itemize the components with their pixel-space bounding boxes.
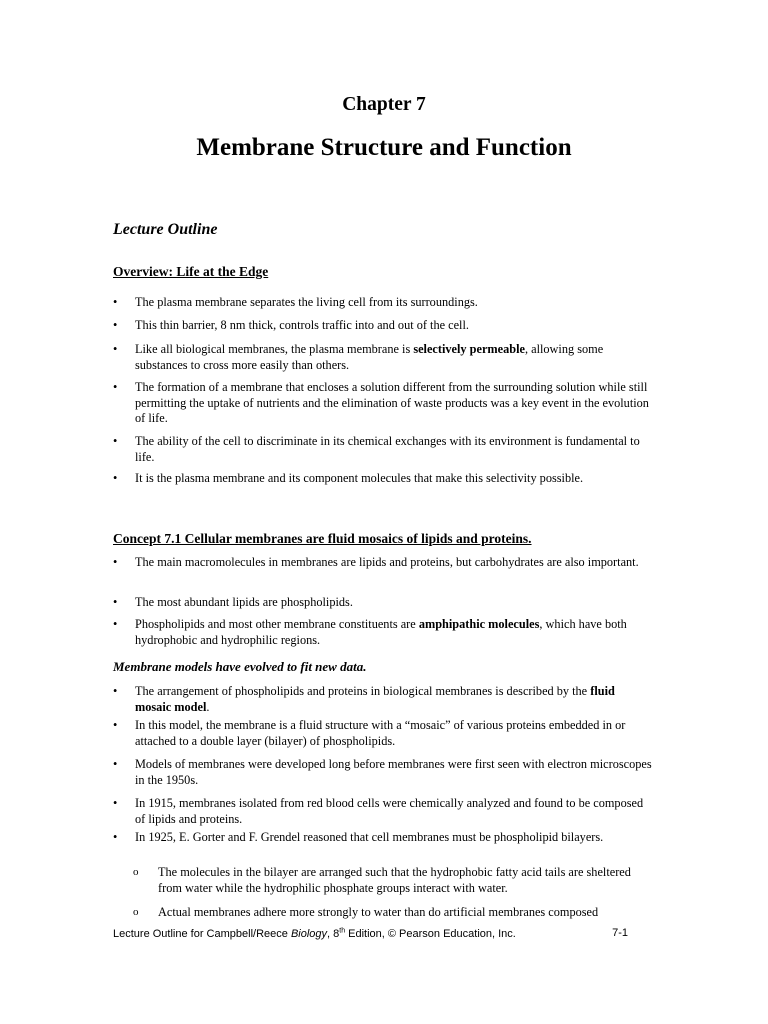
circle-bullet-icon: o: [133, 906, 139, 918]
list-item: • The formation of a membrane that encloses a solution different from the surrounding solution while still permitting the uptake of nutrients and the elimination of waste products was a key event in the evolution of life.: [113, 380, 649, 425]
bullet-icon: •: [113, 830, 118, 844]
key-term: fluid mosaic model: [135, 684, 615, 714]
list-item: • This thin barrier, 8 nm thick, controls traffic into and out of the cell.: [113, 318, 469, 332]
bullet-icon: •: [113, 617, 118, 631]
models-subheading: Membrane models have evolved to fit new data.: [113, 659, 367, 674]
bullet-icon: •: [113, 595, 118, 609]
footer-text: Lecture Outline for Campbell/Reece Biology, 8th Edition, © Pearson Education, Inc.: [113, 927, 516, 940]
circle-bullet-icon: o: [133, 866, 139, 878]
bullet-icon: •: [113, 555, 118, 569]
bullet-icon: •: [113, 471, 118, 485]
bullet-icon: •: [113, 434, 118, 448]
bullet-icon: •: [113, 295, 118, 309]
lecture-outline-label: Lecture Outline: [113, 221, 218, 238]
list-item: • It is the plasma membrane and its component molecules that make this selectivity possible.: [113, 471, 584, 485]
list-item: • In 1925, E. Gorter and F. Grendel reasoned that cell membranes must be phospholipid bilayers.: [113, 830, 604, 844]
key-term: selectively permeable: [413, 342, 525, 356]
bullet-icon: •: [113, 318, 118, 332]
list-item: • In 1915, membranes isolated from red blood cells were chemically analyzed and found to be composed of lipids and proteins.: [113, 796, 644, 826]
bullet-icon: •: [113, 380, 118, 394]
list-item: • Models of membranes were developed long before membranes were first seen with electron microscopes in the 1950s.: [113, 757, 652, 787]
bullet-icon: •: [113, 796, 118, 810]
list-item: • The arrangement of phospholipids and proteins in biological membranes is described by the fluid mosaic model.: [113, 684, 615, 714]
sub-list-item: o Actual membranes adhere more strongly to water than do artificial membranes composed: [133, 905, 599, 919]
concept-heading: Concept 7.1 Cellular membranes are fluid mosaics of lipids and proteins.: [113, 531, 532, 546]
bullet-icon: •: [113, 718, 118, 732]
chapter-label: Chapter 7: [342, 94, 426, 115]
key-term: amphipathic molecules: [418, 617, 540, 631]
list-item: • The main macromolecules in membranes are lipids and proteins, but carbohydrates are also important.: [113, 555, 639, 569]
list-item: • Phospholipids and most other membrane constituents are amphipathic molecules, which have both hydrophobic and hydrophilic regions.: [113, 617, 627, 647]
bullet-icon: •: [113, 342, 118, 356]
chapter-title: Membrane Structure and Function: [196, 134, 572, 161]
page-footer: [113, 927, 628, 940]
list-item: • The plasma membrane separates the living cell from its surroundings.: [113, 295, 478, 309]
sub-list-item: o The molecules in the bilayer are arranged such that the hydrophobic fatty acid tails are sheltered from water while the hydrophilic phosphate groups interact with water.: [133, 865, 631, 895]
overview-heading: Overview: Life at the Edge: [113, 264, 269, 279]
page-number: 7-1: [612, 927, 628, 939]
list-item: • The most abundant lipids are phospholipids.: [113, 595, 353, 609]
list-item: • The ability of the cell to discriminate in its chemical exchanges with its environment is fundamental to life.: [113, 434, 640, 464]
list-item: • Like all biological membranes, the plasma membrane is selectively permeable, allowing some substances to cross more easily than others.: [113, 342, 604, 372]
list-item: • In this model, the membrane is a fluid structure with a “mosaic” of various proteins embedded in or attached to a double layer (bilayer) of phospholipids.: [113, 718, 626, 748]
bullet-icon: •: [113, 684, 118, 698]
bullet-icon: •: [113, 757, 118, 771]
